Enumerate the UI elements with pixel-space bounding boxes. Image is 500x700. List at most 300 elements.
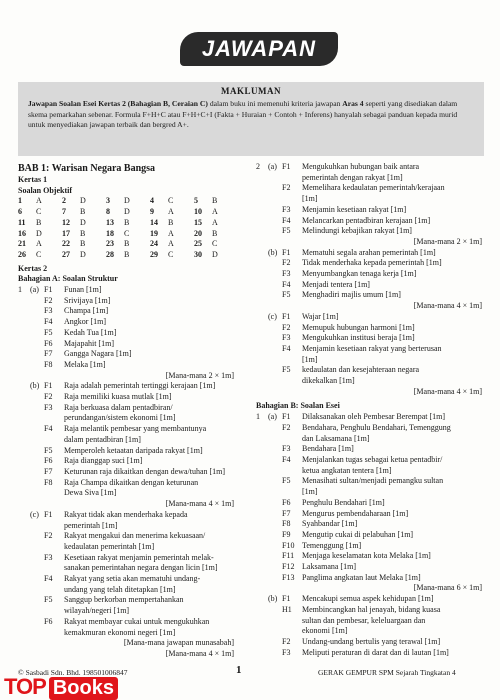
question-number bbox=[256, 519, 268, 530]
fact-code: F13 bbox=[282, 572, 295, 582]
marks-note: [Mana-mana 4 × 1m] bbox=[165, 648, 234, 658]
fact-code: F12 bbox=[282, 562, 295, 572]
answer-text: Angkor [1m] bbox=[64, 317, 106, 327]
question-number bbox=[256, 183, 268, 194]
sub-question bbox=[268, 498, 282, 509]
sub-question: (b) bbox=[268, 247, 278, 257]
question-number bbox=[18, 574, 30, 585]
question-number bbox=[256, 290, 268, 301]
question-number bbox=[18, 317, 30, 328]
fact-code: F6 bbox=[44, 338, 53, 348]
answer-line bbox=[256, 562, 482, 573]
objective-answer: 26 C bbox=[18, 249, 42, 259]
answer-text: Funan [1m] bbox=[64, 285, 102, 295]
sub-question bbox=[268, 562, 282, 573]
answer-text: Memupuk hubungan harmoni [1m] bbox=[302, 322, 415, 332]
makluman-body: Jawapan Soalan Esei Kertas 2 (Bahagian B, Ceraian C) dalam buku ini memenuhi kriteria jawapan Aras 4 seperti yang disediakan dalam skema pemarkahan sebenar. Formula F+H+C atau F+H+C+I (Fakta + Huraian + Contoh + Inferens) hanyalah sebagai panduan kepada murid untuk menyediakan jawapan terbaik dan bergred A+. bbox=[28, 99, 458, 130]
answer-line bbox=[256, 312, 482, 323]
answer-text: Kedah Tua [1m] bbox=[64, 327, 117, 337]
sub-question bbox=[268, 183, 282, 194]
answer-line bbox=[256, 205, 482, 216]
objective-answer: 24 A bbox=[150, 239, 174, 249]
right-answer-lines-2 bbox=[256, 412, 482, 658]
sub-question bbox=[268, 551, 282, 562]
objective-answer: 25 C bbox=[194, 239, 218, 249]
answer-line bbox=[18, 446, 234, 457]
question-number bbox=[256, 551, 268, 562]
answer-line bbox=[256, 648, 482, 659]
answer-line bbox=[18, 381, 234, 392]
answer-line bbox=[256, 637, 482, 648]
answer-text: Tidak menderhaka kepada pemerintah [1m] bbox=[302, 258, 442, 268]
answer-line bbox=[18, 317, 234, 328]
kertas2-heading: Kertas 2 bbox=[18, 263, 48, 273]
answer-line bbox=[256, 444, 482, 455]
sub-question bbox=[268, 476, 282, 487]
answer-text: Raja berkuasa dalam pentadbiran/ bbox=[64, 402, 173, 412]
fact-code: F7 bbox=[282, 508, 291, 518]
sub-question bbox=[268, 541, 282, 552]
sub-question bbox=[268, 648, 282, 659]
answer-line bbox=[18, 339, 234, 350]
answer-text: Undang-undang bertulis yang terawal [1m] bbox=[302, 636, 441, 646]
answer-text: Penghulu Bendahari [1m] bbox=[302, 497, 385, 507]
answer-text: Rakyat tidak akan menderhaka kepada bbox=[64, 509, 188, 519]
answer-text: Melaka [1m] bbox=[64, 359, 106, 369]
question-number bbox=[18, 339, 30, 350]
question-number bbox=[18, 381, 30, 392]
sub-question bbox=[30, 360, 44, 371]
sub-question bbox=[268, 423, 282, 434]
answer-text: Rakyat yang setia akan mematuhi undang- bbox=[64, 574, 201, 584]
sub-question: (c) bbox=[268, 311, 277, 321]
fact-code: F6 bbox=[44, 616, 53, 626]
sub-question bbox=[30, 595, 44, 606]
objective-answer: 3 D bbox=[106, 196, 130, 206]
answer-text: Gangga Nagara [1m] bbox=[64, 349, 132, 359]
question-number bbox=[18, 510, 30, 521]
fact-code: F4 bbox=[44, 317, 53, 327]
question-number bbox=[18, 617, 30, 628]
answer-line bbox=[18, 403, 234, 414]
marks-note: [Mana-mana 2 × 1m] bbox=[165, 370, 234, 380]
answer-continuation: Dewa Siva [1m] bbox=[64, 488, 117, 498]
fact-code: F8 bbox=[44, 359, 53, 369]
fact-code: F2 bbox=[282, 183, 291, 193]
fact-code: F5 bbox=[44, 595, 53, 605]
answer-line bbox=[256, 530, 482, 541]
sub-question bbox=[268, 323, 282, 334]
answer-text: Menjamin kesetiaan rakyat yang berterusan bbox=[302, 343, 442, 353]
answer-line bbox=[256, 280, 482, 291]
answer-line bbox=[256, 476, 482, 487]
question-number bbox=[256, 530, 268, 541]
sub-question bbox=[268, 333, 282, 344]
answer-continuation: sanakan pemerintahan negara dengan licin [1m] bbox=[64, 563, 218, 573]
fact-code: F9 bbox=[282, 529, 291, 539]
answer-line bbox=[256, 573, 482, 584]
objective-answer: 1 A bbox=[18, 196, 42, 206]
answer-text: Syahbandar [1m] bbox=[302, 519, 358, 529]
objective-answer: 15 A bbox=[194, 217, 218, 227]
answer-text: Menjamin kesetiaan rakyat [1m] bbox=[302, 204, 407, 214]
fact-code: F1 bbox=[282, 247, 291, 257]
answer-line bbox=[256, 323, 482, 334]
sub-question: (b) bbox=[268, 594, 278, 604]
fact-code: F5 bbox=[282, 290, 291, 300]
answer-line bbox=[18, 478, 234, 489]
sub-question bbox=[30, 339, 44, 350]
answer-text: Melindungi kebajikan rakyat [1m] bbox=[302, 226, 412, 236]
question-number bbox=[18, 306, 30, 317]
fact-code: F4 bbox=[44, 424, 53, 434]
fact-code: F1 bbox=[282, 162, 291, 171]
question-number bbox=[256, 344, 268, 355]
question-number bbox=[256, 637, 268, 648]
answer-line bbox=[18, 296, 234, 307]
page-title: JAWAPAN bbox=[201, 36, 317, 61]
fact-code: F4 bbox=[282, 279, 291, 289]
answer-line bbox=[256, 290, 482, 301]
answer-continuation: pemerintah [1m] bbox=[64, 520, 118, 530]
question-number bbox=[256, 594, 268, 605]
kertas1-heading: Kertas 1 bbox=[18, 175, 48, 184]
fact-code: F1 bbox=[282, 412, 291, 422]
fact-code: F4 bbox=[44, 574, 53, 584]
answer-text: Raja memiliki kuasa mutlak [1m] bbox=[64, 392, 172, 402]
objective-answer: 13 B bbox=[106, 217, 130, 227]
answer-line bbox=[18, 595, 234, 606]
answer-line bbox=[256, 258, 482, 269]
objektif-heading: Soalan Objektif bbox=[18, 185, 73, 195]
answer-line bbox=[18, 574, 234, 585]
fact-code: F2 bbox=[282, 636, 291, 646]
sub-question bbox=[30, 306, 44, 317]
objective-answer: 20 B bbox=[194, 228, 218, 238]
answer-line bbox=[18, 510, 234, 521]
objective-answer: 30 D bbox=[194, 249, 218, 259]
sub-question bbox=[30, 617, 44, 628]
answer-text: Menjalankan tugas sebagai ketua pentadbir/ bbox=[302, 454, 443, 464]
answer-continuation: dalam pentadbiran [1m] bbox=[64, 434, 141, 444]
question-number bbox=[256, 365, 268, 376]
fact-code: F6 bbox=[282, 497, 291, 507]
question-number bbox=[18, 328, 30, 339]
question-number bbox=[256, 455, 268, 466]
chapter-heading: BAB 1: Warisan Negara Bangsa bbox=[18, 163, 156, 174]
answer-text: Majapahit [1m] bbox=[64, 338, 114, 348]
fact-code: F4 bbox=[282, 454, 291, 464]
answer-text: Rakyat membayar cukai untuk mengukuhkan bbox=[64, 616, 210, 626]
fact-code: F5 bbox=[44, 445, 53, 455]
sub-question bbox=[30, 531, 44, 542]
answer-line bbox=[256, 455, 482, 466]
left-answer-lines bbox=[18, 285, 234, 660]
sub-question bbox=[30, 456, 44, 467]
answer-line bbox=[256, 162, 482, 173]
objective-answer: 17 B bbox=[62, 228, 86, 238]
objective-answer: 10 A bbox=[194, 207, 218, 217]
answer-text: Menasihati sultan/menjadi pemangku sultan bbox=[302, 476, 444, 486]
question-number bbox=[18, 424, 30, 435]
question-number: 1 bbox=[256, 412, 260, 422]
objective-answer: 8 D bbox=[106, 207, 130, 217]
sub-question bbox=[268, 269, 282, 280]
answer-line bbox=[256, 605, 482, 616]
answer-line bbox=[256, 509, 482, 520]
fact-code: F11 bbox=[282, 551, 295, 561]
question-number bbox=[18, 403, 30, 414]
answer-text: Menyumbangkan tenaga kerja [1m] bbox=[302, 269, 417, 279]
answer-text: Dilaksanakan oleh Pembesar Berempat [1m] bbox=[302, 412, 446, 422]
question-number bbox=[18, 349, 30, 360]
answer-line bbox=[18, 306, 234, 317]
objective-answer: 28 B bbox=[106, 249, 130, 259]
answer-continuation: pemerintah dengan rakyat [1m] bbox=[302, 172, 403, 182]
fact-code: H1 bbox=[282, 604, 292, 614]
fact-code: F5 bbox=[44, 327, 53, 337]
objective-answers-grid bbox=[18, 196, 238, 260]
sub-question: (b) bbox=[30, 381, 40, 391]
fact-code: F5 bbox=[282, 476, 291, 486]
sub-question bbox=[268, 519, 282, 530]
fact-code: F10 bbox=[282, 540, 295, 550]
sub-question bbox=[30, 574, 44, 585]
question-number bbox=[18, 478, 30, 489]
answer-text: Raja adalah pemerintah tertinggi kerajaan [1m] bbox=[64, 381, 216, 391]
answer-line bbox=[256, 594, 482, 605]
answer-text: Bendahara, Penghulu Bendahari, Temenggung bbox=[302, 422, 451, 432]
fact-code: F2 bbox=[44, 392, 53, 402]
marks-note: [Mana-mana 4 × 1m] bbox=[165, 499, 234, 509]
copyright: © Sasbadi Sdn. Bhd. 198501006847 bbox=[18, 668, 128, 677]
answer-line bbox=[256, 498, 482, 509]
answer-text: Mengukuhkan hubungan baik antara bbox=[302, 162, 420, 171]
answer-line bbox=[256, 365, 482, 376]
answer-text: Mematuhi segala arahan pemerintah [1m] bbox=[302, 247, 436, 257]
answer-line bbox=[18, 617, 234, 628]
fact-code: F1 bbox=[44, 381, 53, 391]
answer-text: Menjaga keselamatan kota Melaka [1m] bbox=[302, 551, 431, 561]
answer-continuation: undang yang telah ditetapkan [1m] bbox=[64, 584, 176, 594]
question-number bbox=[18, 446, 30, 457]
fact-code: F8 bbox=[282, 519, 291, 529]
question-number bbox=[256, 541, 268, 552]
answer-text: Meliputi peraturan di darat dan di lautan [1m] bbox=[302, 647, 449, 657]
fact-code: F2 bbox=[44, 531, 53, 541]
fact-code: F3 bbox=[282, 444, 291, 454]
bahagian-b-heading: Bahagian B: Soalan Esei bbox=[256, 401, 340, 411]
marks-note: [Mana-mana 2 × 1m] bbox=[413, 236, 482, 246]
question-number bbox=[18, 595, 30, 606]
fact-code: F2 bbox=[282, 422, 291, 432]
logo-books: Books bbox=[49, 677, 118, 700]
answer-line bbox=[256, 423, 482, 434]
answer-line bbox=[18, 360, 234, 371]
sub-question: (c) bbox=[30, 509, 39, 519]
question-number bbox=[256, 573, 268, 584]
answer-text: Menghadiri majlis umum [1m] bbox=[302, 290, 401, 300]
question-number bbox=[256, 323, 268, 334]
answer-text: Laksamana [1m] bbox=[302, 562, 356, 572]
jawapan-banner bbox=[180, 32, 338, 66]
question-number bbox=[256, 423, 268, 434]
answer-line bbox=[256, 183, 482, 194]
answer-continuation: perundangan/sistem ekonomi [1m] bbox=[64, 413, 176, 423]
answer-continuation: dan Laksamana [1m] bbox=[302, 433, 370, 443]
objective-answer: 29 C bbox=[150, 249, 174, 259]
sub-question bbox=[30, 317, 44, 328]
answer-line bbox=[18, 553, 234, 564]
fact-code: F3 bbox=[44, 306, 53, 316]
answer-line bbox=[256, 541, 482, 552]
objective-answer: 14 B bbox=[150, 217, 174, 227]
answer-text: Kesetiaan rakyat menjamin pemerintah melak- bbox=[64, 552, 214, 562]
question-number bbox=[256, 248, 268, 259]
sub-question bbox=[268, 344, 282, 355]
answer-text: Bendahara [1m] bbox=[302, 444, 354, 454]
answer-text: Rakyat mengakui dan menerima kekuasaan/ bbox=[64, 531, 206, 541]
sub-question bbox=[30, 328, 44, 339]
answer-line bbox=[256, 344, 482, 355]
question-number bbox=[18, 456, 30, 467]
answer-continuation: [1m] bbox=[302, 354, 318, 364]
question-number bbox=[256, 205, 268, 216]
page-number: 1 bbox=[236, 664, 242, 676]
answer-continuation: ketua angkatan tentera [1m] bbox=[302, 465, 392, 475]
answer-line bbox=[256, 269, 482, 280]
question-number bbox=[256, 258, 268, 269]
answer-line bbox=[256, 333, 482, 344]
question-number bbox=[256, 562, 268, 573]
answer-text: Mencakupi semua aspek kehidupan [1m] bbox=[302, 594, 434, 604]
marks-note: [Mana-mana 4 × 1m] bbox=[413, 386, 482, 396]
fact-code: F5 bbox=[282, 365, 291, 375]
answer-continuation: dikekalkan [1m] bbox=[302, 376, 355, 386]
sub-question bbox=[268, 205, 282, 216]
fact-code: F3 bbox=[282, 204, 291, 214]
question-number bbox=[256, 444, 268, 455]
fact-code: F2 bbox=[282, 322, 291, 332]
sub-question bbox=[268, 455, 282, 466]
objective-answer: 19 A bbox=[150, 228, 174, 238]
sub-question bbox=[268, 605, 282, 616]
answer-line bbox=[256, 248, 482, 259]
fact-code: F4 bbox=[282, 215, 291, 225]
objective-answer: 27 D bbox=[62, 249, 86, 259]
objective-answer: 23 B bbox=[106, 239, 130, 249]
fact-code: F2 bbox=[44, 295, 53, 305]
sub-question bbox=[268, 280, 282, 291]
sub-question bbox=[30, 424, 44, 435]
question-number bbox=[256, 280, 268, 291]
logo-top: TOP bbox=[4, 674, 46, 699]
topbooks-logo bbox=[4, 674, 118, 700]
answer-text: Mengutip cukai di pelabuhan [1m] bbox=[302, 529, 414, 539]
fact-code: F1 bbox=[44, 285, 53, 295]
sub-question bbox=[268, 573, 282, 584]
answer-continuation: sultan dan pembesar, keleluargaan dan bbox=[302, 615, 426, 625]
answer-text: Keturunan raja dikaitkan dengan dewa/tuhan [1m] bbox=[64, 466, 226, 476]
right-answer-lines bbox=[256, 162, 482, 397]
sub-question bbox=[30, 467, 44, 478]
answer-continuation: [1m] bbox=[302, 194, 318, 204]
question-number bbox=[256, 226, 268, 237]
objective-answer: 4 C bbox=[150, 196, 174, 206]
marks-note: [Mana-mana 4 × 1m] bbox=[413, 301, 482, 311]
sub-question bbox=[30, 553, 44, 564]
answer-text: Mengurus pembendaharaan [1m] bbox=[302, 508, 409, 518]
marks-note: [Mana-mana jawapan munasabah] bbox=[123, 638, 234, 648]
sub-question bbox=[268, 216, 282, 227]
answer-continuation: wilayah/negeri [1m] bbox=[64, 606, 130, 616]
objective-answer: 2 D bbox=[62, 196, 86, 206]
question-number bbox=[256, 269, 268, 280]
fact-code: F3 bbox=[44, 552, 53, 562]
question-number bbox=[256, 648, 268, 659]
sub-question bbox=[30, 446, 44, 457]
answer-line bbox=[18, 285, 234, 296]
answer-text: Membincangkan hal jenayah, bidang kuasa bbox=[302, 604, 441, 614]
sub-question bbox=[268, 365, 282, 376]
answer-line bbox=[256, 226, 482, 237]
answer-line bbox=[18, 328, 234, 339]
question-number bbox=[256, 312, 268, 323]
answer-line bbox=[18, 456, 234, 467]
sub-question bbox=[268, 258, 282, 269]
fact-code: F8 bbox=[44, 477, 53, 487]
fact-code: F7 bbox=[44, 466, 53, 476]
sub-question: (a) bbox=[268, 162, 277, 171]
answer-line bbox=[18, 424, 234, 435]
answer-continuation: kedaulatan pemerintah [1m] bbox=[64, 541, 155, 551]
question-number: 1 bbox=[18, 285, 22, 295]
sub-question bbox=[30, 296, 44, 307]
question-number bbox=[256, 216, 268, 227]
question-number bbox=[256, 605, 268, 616]
fact-code: F2 bbox=[282, 258, 291, 268]
question-number bbox=[18, 296, 30, 307]
fact-code: F1 bbox=[282, 311, 291, 321]
answer-line bbox=[18, 531, 234, 542]
right-column bbox=[256, 162, 482, 658]
answer-text: Mengukuhkan institusi beraja [1m] bbox=[302, 333, 415, 343]
question-number bbox=[18, 392, 30, 403]
answer-line bbox=[256, 519, 482, 530]
objective-answer: 22 B bbox=[62, 239, 86, 249]
sub-question bbox=[30, 349, 44, 360]
fact-code: F6 bbox=[44, 456, 53, 466]
answer-text: Memperoleh ketaatan daripada rakyat [1m] bbox=[64, 445, 203, 455]
bahagian-a-heading: Bahagian A: Soalan Struktur bbox=[18, 274, 118, 284]
question-number: 2 bbox=[256, 162, 260, 171]
answer-line bbox=[18, 392, 234, 403]
objective-answer: 16 D bbox=[18, 228, 42, 238]
fact-code: F1 bbox=[282, 594, 291, 604]
sub-question bbox=[30, 478, 44, 489]
fact-code: F5 bbox=[282, 226, 291, 236]
answer-line bbox=[256, 551, 482, 562]
answer-text: Sanggup berkorban mempertahankan bbox=[64, 595, 184, 605]
sub-question bbox=[268, 226, 282, 237]
answer-continuation: [1m] bbox=[302, 487, 318, 497]
answer-text: Panglima angkatan laut Melaka [1m] bbox=[302, 572, 421, 582]
sub-question bbox=[268, 637, 282, 648]
answer-text: Memelihara kedaulatan pemerintah/kerajaan bbox=[302, 183, 445, 193]
objective-answer: 9 A bbox=[150, 207, 174, 217]
objective-answer: 7 B bbox=[62, 207, 86, 217]
makluman-title: MAKLUMAN bbox=[221, 86, 281, 96]
